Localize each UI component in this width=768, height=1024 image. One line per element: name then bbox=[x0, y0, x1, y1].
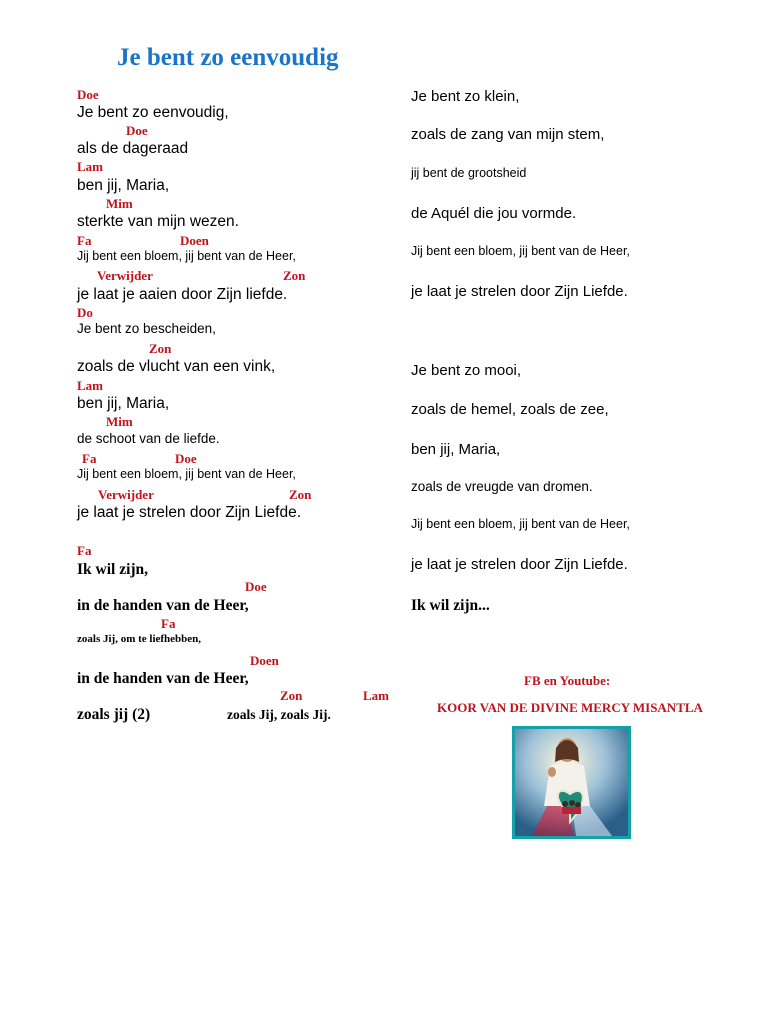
lyric-line: als de dageraad bbox=[77, 140, 189, 157]
outro-line: Ik wil zijn... bbox=[411, 597, 490, 614]
lyric-line: zoals jij (2) bbox=[77, 706, 151, 723]
lyric-line: zoals de vlucht van een vink, bbox=[77, 358, 276, 375]
lyric-line: Jij bent een bloem, jij bent van de Heer, bbox=[77, 249, 296, 263]
lyric-line: ben jij, Maria, bbox=[411, 441, 501, 458]
lyric-line: zoals de vreugde van dromen. bbox=[411, 479, 593, 494]
lyric-line: je laat je strelen door Zijn Liefde. bbox=[411, 283, 628, 300]
lyric-line: ben jij, Maria, bbox=[77, 177, 170, 194]
lyric-line: zoals Jij, zoals Jij. bbox=[227, 707, 331, 722]
lyric-line: in de handen van de Heer, bbox=[77, 597, 249, 614]
lyric-line: de Aquél die jou vormde. bbox=[411, 205, 577, 222]
chord: Fa bbox=[77, 543, 92, 558]
lyric-line: de schoot van de liefde. bbox=[77, 431, 220, 446]
chord: Verwijder bbox=[97, 268, 153, 283]
chord: Lam bbox=[77, 159, 103, 174]
chord: Fa bbox=[77, 233, 92, 248]
lyric-line: Jij bent een bloem, jij bent van de Heer, bbox=[77, 467, 296, 481]
chord: Zon bbox=[149, 341, 172, 356]
lyric-line: in de handen van de Heer, bbox=[77, 670, 249, 687]
chord: Verwijder bbox=[98, 487, 154, 502]
page-title: Je bent zo eenvoudig bbox=[117, 44, 339, 71]
chord: Fa bbox=[82, 451, 97, 466]
chord: Zon bbox=[280, 688, 303, 703]
lyric-line: Je bent zo mooi, bbox=[411, 362, 522, 379]
chord: Zon bbox=[283, 268, 306, 283]
chord: Fa bbox=[161, 616, 176, 631]
lyric-line: jij bent de grootsheid bbox=[411, 166, 527, 180]
chord: Mim bbox=[106, 196, 133, 211]
chord: Doe bbox=[126, 123, 148, 138]
chord: Zon bbox=[289, 487, 312, 502]
chord: Doe bbox=[175, 451, 197, 466]
promo-heading: FB en Youtube: bbox=[524, 673, 611, 688]
lyric-line: Ik wil zijn, bbox=[77, 561, 149, 578]
chord: Mim bbox=[106, 414, 133, 429]
lyric-line: zoals Jij, om te liefhebben, bbox=[77, 633, 202, 645]
lyric-line: ben jij, Maria, bbox=[77, 395, 170, 412]
chord: Lam bbox=[363, 688, 389, 703]
lyric-line: Je bent zo klein, bbox=[411, 88, 520, 105]
chord: Doen bbox=[250, 653, 279, 668]
lyric-line: sterkte van mijn wezen. bbox=[77, 213, 239, 230]
lyric-line: je laat je strelen door Zijn Liefde. bbox=[77, 504, 302, 521]
lyric-line: Jij bent een bloem, jij bent van de Heer, bbox=[411, 244, 630, 258]
chord: Lam bbox=[77, 378, 103, 393]
lyric-line: zoals de hemel, zoals de zee, bbox=[411, 401, 609, 418]
chord: Doe bbox=[245, 579, 267, 594]
lyric-line: Jij bent een bloem, jij bent van de Heer, bbox=[411, 517, 630, 531]
chord: Doen bbox=[180, 233, 209, 248]
lyric-line: Je bent zo bescheiden, bbox=[77, 321, 216, 336]
divine-mercy-image bbox=[512, 726, 631, 839]
lyric-line: zoals de zang van mijn stem, bbox=[411, 126, 605, 143]
choir-name: KOOR VAN DE DIVINE MERCY MISANTLA bbox=[437, 700, 703, 715]
chord: Do bbox=[77, 305, 93, 320]
chord: Doe bbox=[77, 87, 99, 102]
lyric-line: je laat je strelen door Zijn Liefde. bbox=[411, 556, 628, 573]
lyric-line: je laat je aaien door Zijn liefde. bbox=[77, 286, 288, 303]
lyric-line: Je bent zo eenvoudig, bbox=[77, 104, 229, 121]
